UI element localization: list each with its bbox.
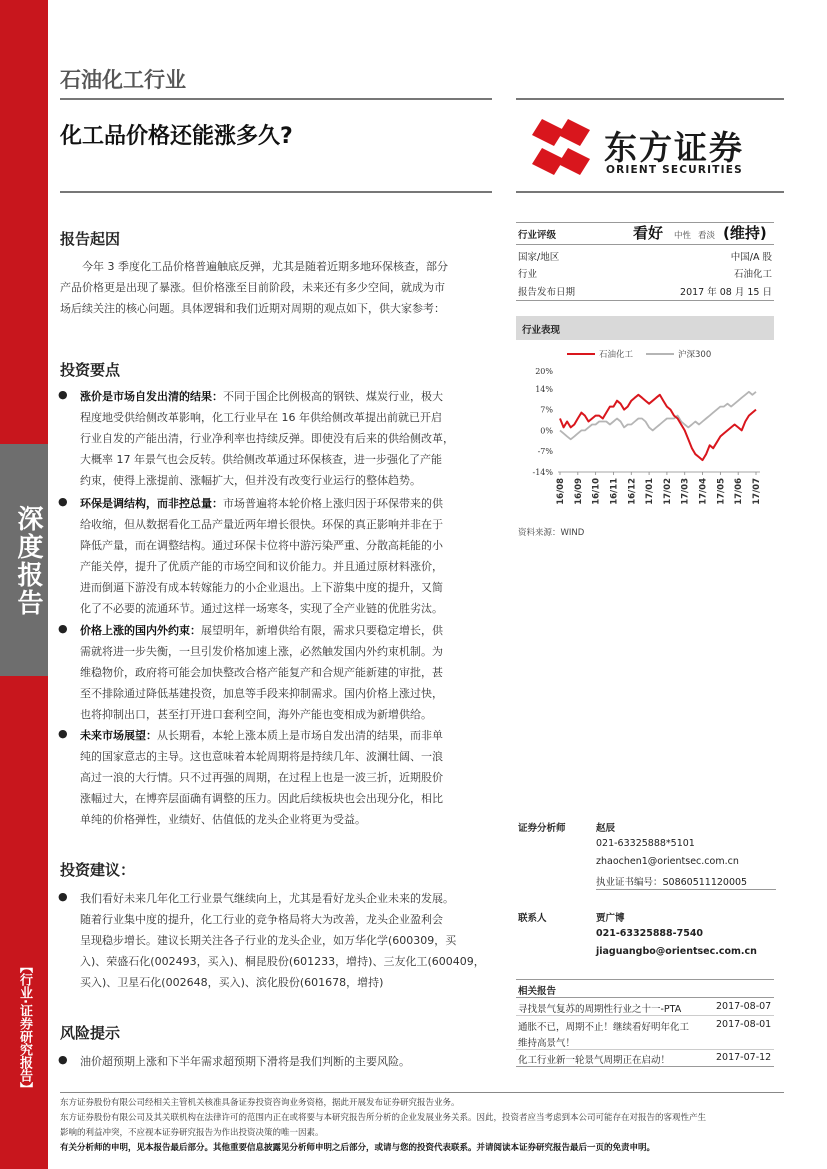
bullet-icon: ●	[58, 495, 68, 508]
key-point-item: 未来市场展望：从长期看，本轮上涨本质上是市场自发出清的结果，而非单 纯的国家意志的主导。这也意味着本轮周期将是持续几年、波澜壮阔、一浪 高过一浪的大行情。只不过再强的周期，在过程上也是一波三折，近期股价 涨幅过大，在博弈层面确有调整的压力。因此后续板块也会出现分化，相比 单纯的价格弹性，业绩好、估值低的龙头企业将更为受益。	[80, 729, 443, 826]
divider	[516, 979, 774, 980]
section-heading-reason: 报告起因	[60, 230, 121, 248]
x-tick-label: 16/08	[556, 478, 566, 505]
x-tick-label: 16/12	[627, 478, 638, 505]
rating-row-value: 2017 年 08 月 15 日	[680, 287, 772, 298]
report-type-label: 深度报告	[13, 505, 43, 617]
x-tick-label: 17/03	[680, 478, 691, 505]
x-tick-label: 17/06	[734, 478, 745, 505]
rating-option: 看淡	[698, 231, 716, 241]
divider	[60, 98, 492, 100]
legend-label-2: 沪深300	[678, 350, 712, 360]
divider	[60, 191, 492, 193]
risk-text: 油价超预期上涨和下半年需求超预期下滑将是我们判断的主要风险。	[80, 1055, 410, 1068]
footer-divider	[60, 1092, 784, 1093]
divider	[516, 1015, 774, 1016]
y-tick-label: 0%	[540, 426, 553, 436]
divider	[516, 997, 774, 998]
analyst-phone: 021-63325888*5101	[596, 838, 695, 849]
x-tick-label: 16/09	[573, 478, 584, 505]
brand-name: 东方证券	[604, 128, 744, 167]
related-report-title[interactable]: 维持高景气！	[518, 1038, 576, 1049]
rating-status: (维持)	[723, 224, 767, 242]
related-report-title[interactable]: 化工行业新一轮景气周期正在启动！	[518, 1055, 671, 1066]
legend-swatch-1	[567, 353, 595, 355]
rating-row-label: 行业	[518, 269, 538, 280]
key-point-item: 价格上涨的国内外约束：展望明年，新增供给有限，需求只要稳定增长，供 需就将进一步失衡，一旦引发价格加速上涨，必然触发国内外约束机制。为 维稳物价，政府将可能会加快整改合格产能复产和合规产能新建的审批，甚 至不排除通过降低基建投资，加息等手段来抑制需求。国内价格上涨过快， 也将抑制出口，甚至打开进口套利空间，海外产能也变相成为新增供给。	[80, 624, 443, 721]
x-tick-label: 17/04	[698, 478, 709, 505]
related-report-date: 2017-08-07	[716, 1001, 772, 1012]
related-report-title[interactable]: 寻找景气复苏的周期性行业之十一-PTA	[518, 1004, 682, 1015]
rating-value: 看好	[633, 224, 664, 242]
analyst-email[interactable]: zhaochen1@orientsec.com.cn	[596, 856, 739, 867]
divider	[516, 191, 784, 193]
analyst-label: 证券分析师	[518, 823, 566, 834]
related-report-date: 2017-07-12	[716, 1052, 772, 1063]
divider	[516, 300, 774, 301]
x-tick-label: 17/07	[752, 478, 762, 505]
section-heading-risk: 风险提示	[60, 1024, 121, 1042]
bullet-icon: ●	[58, 388, 68, 401]
x-tick-label: 17/01	[645, 478, 656, 505]
y-tick-label: -7%	[537, 447, 553, 457]
x-tick-label: 16/11	[609, 478, 620, 505]
y-tick-label: 20%	[535, 367, 553, 376]
divider	[516, 1049, 774, 1050]
chart-source: 资料来源：WIND	[518, 528, 585, 538]
x-tick-label: 16/10	[591, 478, 602, 505]
bullet-icon: ●	[58, 622, 68, 635]
orient-logo-icon	[528, 116, 594, 178]
divider	[516, 98, 784, 100]
divider	[516, 1066, 774, 1067]
rating-row-label: 报告发布日期	[518, 287, 576, 298]
divider	[516, 244, 774, 245]
reason-paragraph: 今年 3 季度化工品价格普遍触底反弹，尤其是随着近期多地环保核查，部分 产品价格更是出现了暴涨。但价格涨至目前阶段，未来还有多少空间，就成为市 场后续关注的核心问题。具体逻辑和我们近期对周期的观点如下，供大家参考：	[60, 260, 448, 315]
key-point-item: 涨价是市场自发出清的结果：不同于国企比例极高的钢铁、煤炭行业，极大 程度地受供给侧改革影响，化工行业早在 16 年供给侧改革提出前就已开启 行业自发的产能出清，行业净利率也持续反弹。即使没有后来的供给侧改革， 大概率 17 年景气也会反转。供给侧改革通过环保核查，进一步强化了产能 约束，使得上涨提前、涨幅扩大，但并没有改变行业运行的整体趋势。	[80, 390, 454, 487]
bullet-icon: ●	[58, 1053, 68, 1066]
industry-performance-chart	[516, 362, 774, 524]
legend-label-1: 石油化工	[599, 350, 634, 360]
x-tick-label: 17/02	[662, 478, 673, 505]
chart-title: 行业表现	[522, 325, 561, 336]
rating-row-value: 中国/A 股	[730, 252, 772, 263]
bullet-icon: ●	[58, 890, 68, 903]
legend-swatch-2	[646, 353, 674, 355]
report-category-label: 【行业·证券研究报告】	[17, 960, 32, 1095]
key-point-item: 环保是调结构，而非控总量：市场普遍将本轮价格上涨归因于环保带来的供 给收缩，但从数据看化工品产量近两年增长很快。环保的真正影响并非在于 降低产量，而在调整结构。通过环保卡位将中游污染严重、分散高耗能的小 产能关停，提升了优质产能的市场空间和议价能力。并且通过原材料涨价， 进而倒逼下游没有成本转嫁能力的小企业退出。上下游集中度的提升，又简 化了不必要的流通环节。通过这样一场寒冬，实现了全产业链的优胜劣汰。	[80, 497, 443, 615]
related-report-date: 2017-08-01	[716, 1019, 772, 1030]
y-tick-label: -14%	[532, 468, 553, 477]
section-heading-advice: 投资建议：	[60, 861, 136, 879]
footer-disclaimer: 东方证券股份有限公司经相关主管机关核准具备证券投资咨询业务资格，据此开展发布证券研究报告业务。 东方证券股份有限公司及其关联机构在法律许可的范围内正在或将要与本研究报告所分析的企业发展业务关系。因此，投资者应当考虑到本公司可能存在对报告的客观性产生 影响的利益冲突，不应视本证券研究报告为作出投资决策的唯一因素。 有关分析师的申明，见本报告最后部分。其他重要信息披露见分析师申明之后部分，或请与您的投资代表联系。并请阅读本证券研究报告最后一页的免责申明。	[60, 1098, 707, 1153]
advice-paragraph: 我们看好未来几年化工行业景气继续向上，尤其是看好龙头企业未来的发展。 随着行业集中度的提升，化工行业的竞争格局将大为改善，龙头企业盈利会 呈现稳步增长。建议长期关注各子行业的龙头企业，如万华化学(600309，买 入)、荣盛石化(002493，买入)、桐昆股份(601233，增持)、三友化工(600409， 买入)、卫星石化(002648，买入)、滨化股份(601678，增持)	[80, 892, 485, 989]
analyst-cert: 执业证书编号：S0860511120005	[596, 877, 748, 888]
divider	[596, 889, 776, 890]
contact-name: 贾广博	[596, 913, 625, 924]
contact-label: 联系人	[518, 913, 547, 924]
rating-row-value: 石油化工	[733, 269, 772, 280]
x-tick-label: 17/05	[716, 478, 727, 505]
industry-title: 石油化工行业	[60, 68, 186, 92]
brand-name-en: ORIENT SECURITIES	[606, 164, 743, 176]
contact-email[interactable]: jiaguangbo@orientsec.com.cn	[596, 946, 757, 957]
rating-row-label: 国家/地区	[518, 252, 560, 263]
page-title: 化工品价格还能涨多久?	[60, 124, 293, 149]
related-report-title[interactable]: 通胀不已，周期不止！继续看好明年化工	[518, 1022, 690, 1033]
y-tick-label: 14%	[535, 384, 553, 394]
related-heading: 相关报告	[518, 986, 557, 997]
bullet-icon: ●	[58, 727, 68, 740]
analyst-name: 赵辰	[596, 823, 616, 834]
y-tick-label: 7%	[540, 405, 553, 415]
rating-option: 中性	[674, 231, 692, 241]
rating-label: 行业评级	[518, 230, 557, 241]
contact-phone: 021-63325888-7540	[596, 928, 704, 939]
section-heading-key-points: 投资要点	[60, 361, 121, 379]
